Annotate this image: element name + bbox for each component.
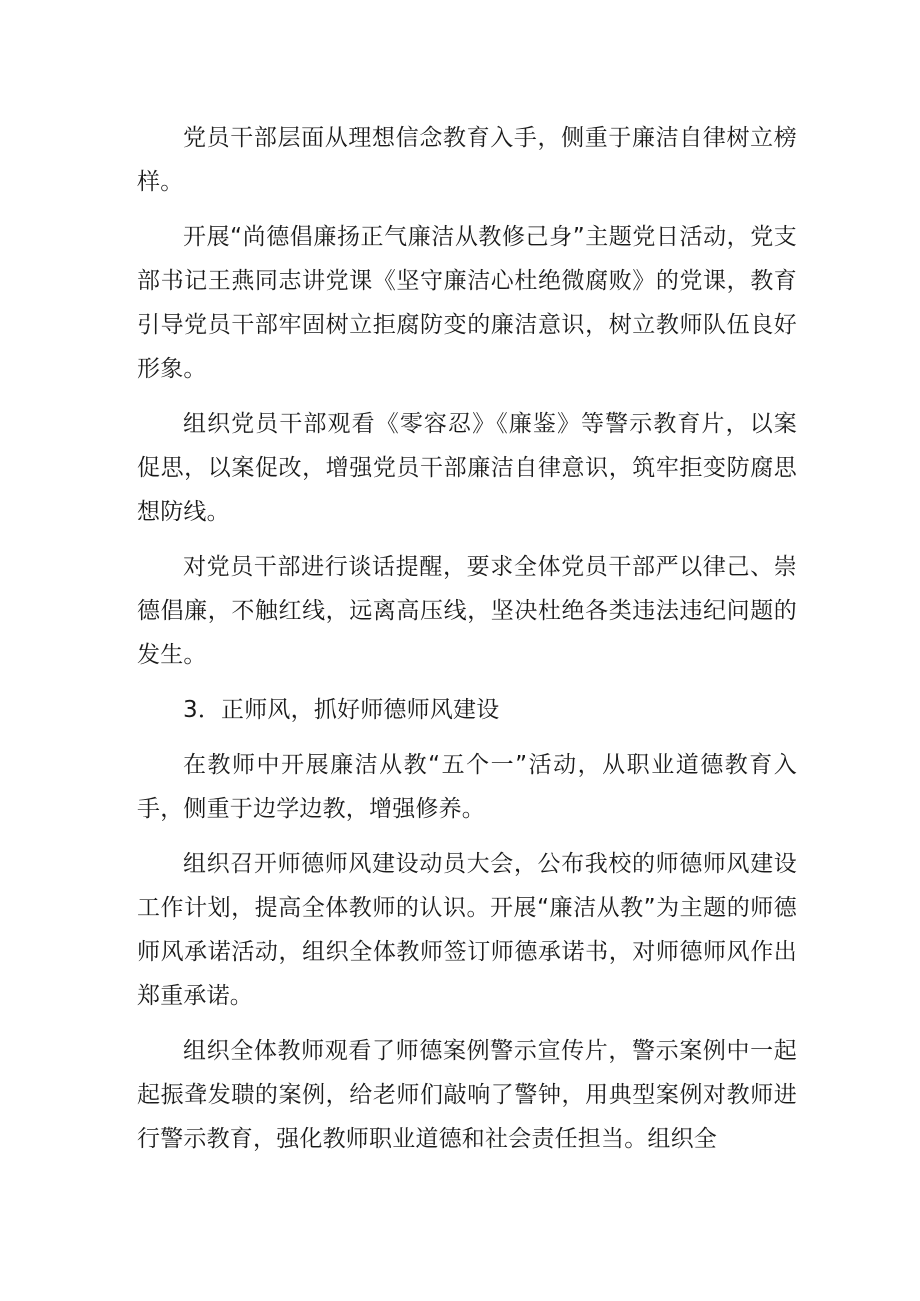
- document-body: [137, 116, 797, 1172]
- paragraph: 对党员干部进行谈话提醒，要求全体党员干部严以律己、崇德倡廉，不触红线，远离高压线，坚决杜绝各类违法违纪问题的发生。: [137, 554, 797, 668]
- section-heading: 3．正师风，抓好师德师风建设: [183, 697, 500, 723]
- paragraph: 组织召开师德师风建设动员大会，公布我校的师德师风建设工作计划，提高全体教师的认识。开展“廉洁从教”为主题的师德师风承诺活动，组织全体教师签订师德承诺书，对师德师风作出郑重承诺。: [137, 851, 797, 1009]
- paragraph: 组织全体教师观看了师德案例警示宣传片，警示案例中一起起振聋发聩的案例，给老师们敲响了警钟，用典型案例对教师进行警示教育，强化教师职业道德和社会责任担当。组织全: [137, 1038, 797, 1152]
- paragraph: 组织党员干部观看《零容忍》《廉鉴》等警示教育片，以案促思，以案促改，增强党员干部廉洁自律意识，筑牢拒变防腐思想防线。: [137, 411, 797, 525]
- paragraph: 在教师中开展廉洁从教“五个一”活动，从职业道德教育入手，侧重于边学边教，增强修养。: [137, 752, 797, 822]
- paragraph: 开展“尚德倡廉扬正气廉洁从教修己身”主题党日活动，党支部书记王燕同志讲党课《坚守廉洁心杜绝微腐败》的党课，教育引导党员干部牢固树立拒腐防变的廉洁意识，树立教师队伍良好形象。: [137, 224, 797, 382]
- paragraph: 党员干部层面从理想信念教育入手，侧重于廉洁自律树立榜样。: [137, 125, 797, 195]
